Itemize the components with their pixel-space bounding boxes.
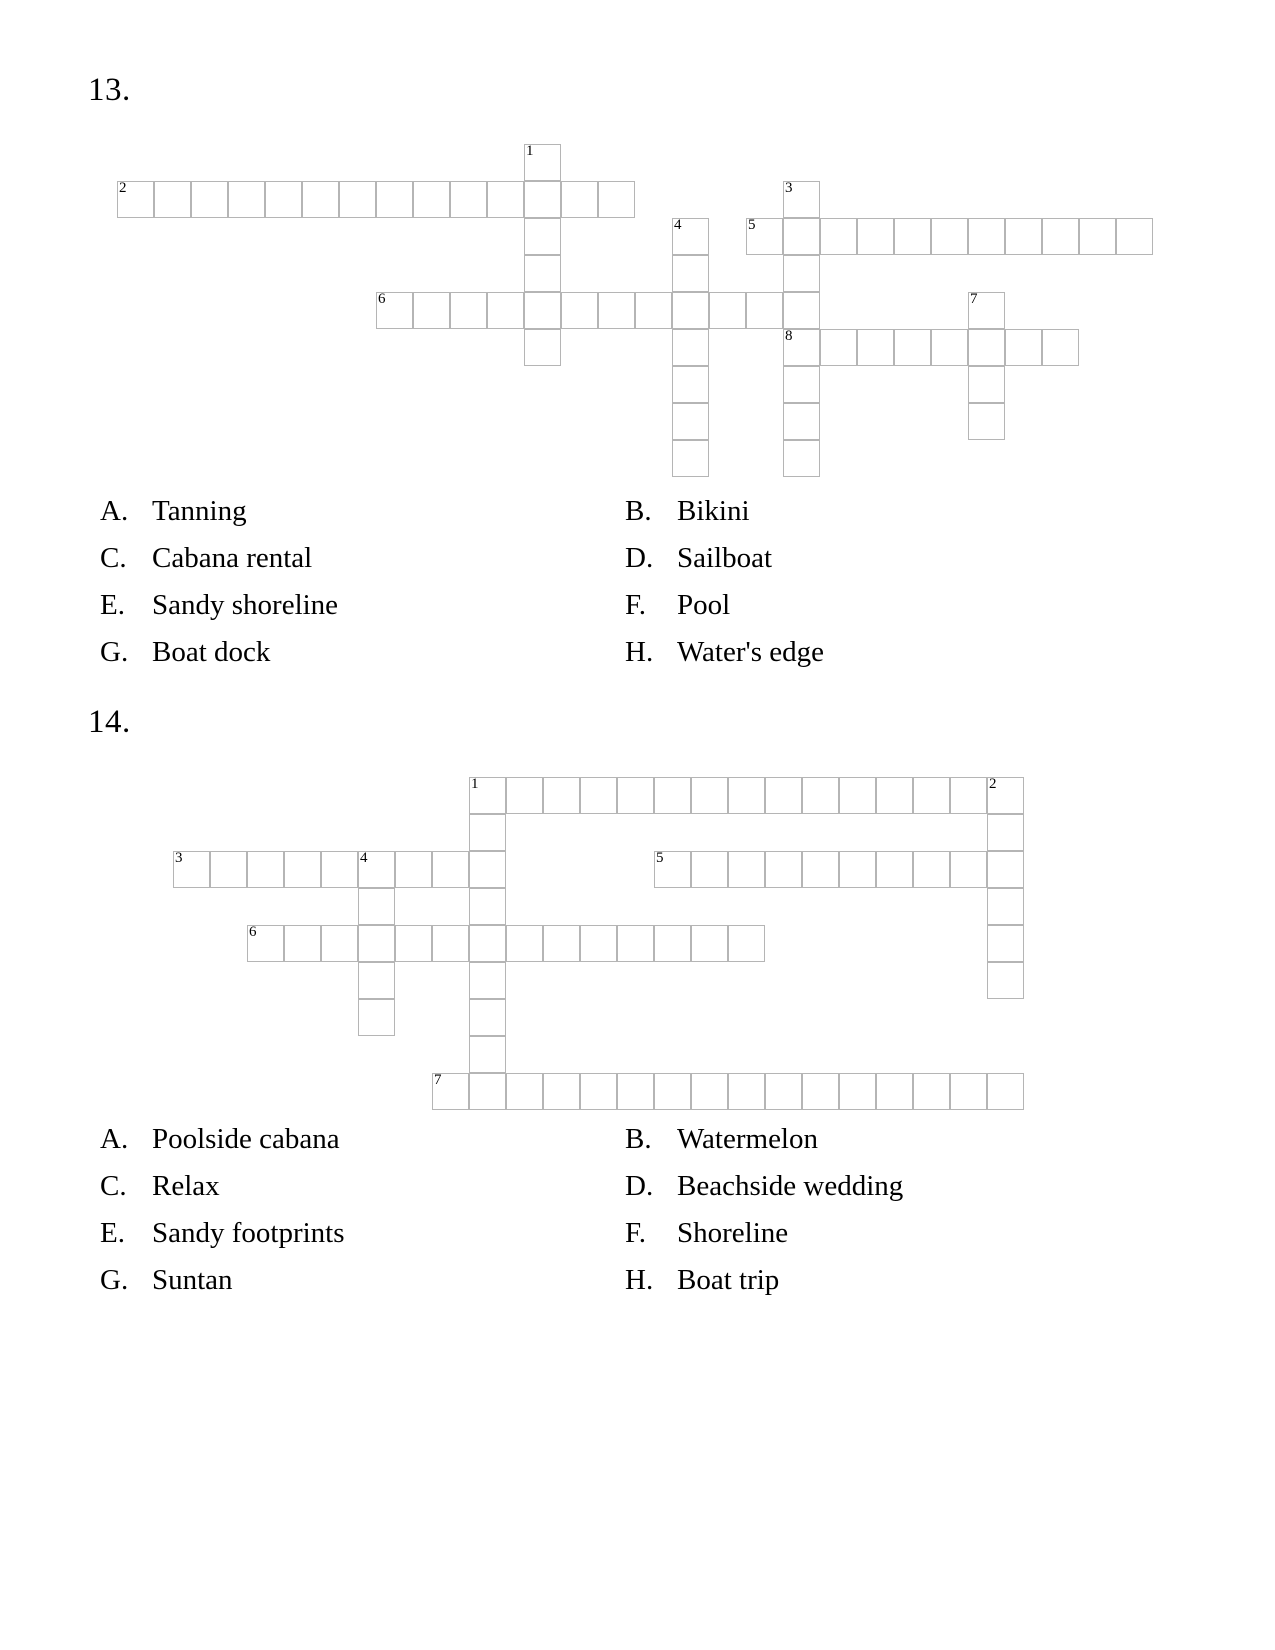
crossword-cell[interactable] [672, 329, 709, 366]
crossword-cell[interactable] [487, 292, 524, 329]
crossword-cell[interactable] [598, 292, 635, 329]
crossword-cell[interactable] [1116, 218, 1153, 255]
crossword-cell[interactable] [1005, 218, 1042, 255]
crossword-cell[interactable] [876, 851, 913, 888]
crossword-cell[interactable] [635, 292, 672, 329]
crossword-cell[interactable] [820, 218, 857, 255]
option-letter: F. [625, 589, 647, 621]
crossword-cell[interactable] [765, 1073, 802, 1110]
crossword-cell[interactable] [783, 181, 820, 218]
crossword-cell[interactable] [987, 777, 1024, 814]
crossword-cell[interactable] [524, 292, 561, 329]
crossword-cell[interactable] [691, 1073, 728, 1110]
crossword-cell[interactable] [432, 925, 469, 962]
crossword-cell[interactable] [783, 218, 820, 255]
crossword-cell[interactable] [284, 851, 321, 888]
crossword-cell[interactable] [931, 329, 968, 366]
answer-option[interactable] [625, 1216, 1170, 1250]
crossword-cell[interactable] [376, 181, 413, 218]
option-text: Watermelon [677, 1123, 818, 1155]
crossword-cell[interactable] [913, 777, 950, 814]
option-letter: D. [625, 1170, 654, 1202]
crossword-cell[interactable] [691, 851, 728, 888]
clue-number: 7 [434, 1072, 442, 1088]
option-row [100, 1122, 1200, 1169]
crossword-cell[interactable] [413, 181, 450, 218]
crossword-cell[interactable] [857, 329, 894, 366]
option-text: Water's edge [677, 636, 825, 668]
option-row [100, 494, 1200, 541]
crossword-cell[interactable] [524, 144, 561, 181]
crossword-cell[interactable] [691, 925, 728, 962]
crossword-cell[interactable] [820, 329, 857, 366]
crossword-cell[interactable] [210, 851, 247, 888]
answer-option[interactable] [100, 1263, 625, 1297]
crossword-cell[interactable] [469, 962, 506, 999]
crossword-cell[interactable] [672, 218, 709, 255]
puzzle-number-14: 14. [88, 704, 131, 740]
crossword-cell[interactable] [580, 925, 617, 962]
answer-option[interactable] [625, 588, 1170, 622]
puzzle-number-13: 13. [88, 72, 131, 108]
crossword-cell[interactable] [247, 925, 284, 962]
crossword-cell[interactable] [469, 1036, 506, 1073]
crossword-cell[interactable] [672, 366, 709, 403]
crossword-cell[interactable] [765, 777, 802, 814]
option-row [100, 588, 1200, 635]
clue-number: 4 [674, 217, 682, 233]
crossword-cell[interactable] [173, 851, 210, 888]
option-letter: H. [625, 636, 654, 668]
crossword-cell[interactable] [469, 814, 506, 851]
option-text: Relax [152, 1170, 220, 1202]
crossword-cell[interactable] [987, 962, 1024, 999]
clue-number: 2 [989, 776, 997, 792]
crossword-cell[interactable] [802, 777, 839, 814]
crossword-cell[interactable] [469, 851, 506, 888]
crossword-cell[interactable] [783, 292, 820, 329]
crossword-cell[interactable] [1042, 329, 1079, 366]
crossword-cell[interactable] [654, 1073, 691, 1110]
crossword-cell[interactable] [783, 329, 820, 366]
clue-number: 3 [175, 850, 183, 866]
crossword-cell[interactable] [302, 181, 339, 218]
crossword-cell[interactable] [839, 777, 876, 814]
crossword-cell[interactable] [339, 181, 376, 218]
crossword-cell[interactable] [524, 181, 561, 218]
crossword-cell[interactable] [1005, 329, 1042, 366]
option-text: Sandy footprints [152, 1217, 345, 1249]
crossword-cell[interactable] [321, 925, 358, 962]
crossword-cell[interactable] [968, 218, 1005, 255]
crossword-cell[interactable] [191, 181, 228, 218]
clue-number: 1 [471, 776, 479, 792]
option-letter: E. [100, 1217, 125, 1249]
crossword-cell[interactable] [672, 403, 709, 440]
answer-option[interactable] [100, 1216, 625, 1250]
crossword-cell[interactable] [358, 962, 395, 999]
answer-option[interactable] [100, 541, 625, 575]
crossword-cell[interactable] [746, 292, 783, 329]
crossword-cell[interactable] [358, 999, 395, 1036]
crossword-cell[interactable] [247, 851, 284, 888]
crossword-cell[interactable] [802, 1073, 839, 1110]
crossword-cell[interactable] [117, 181, 154, 218]
crossword-cell[interactable] [728, 777, 765, 814]
crossword-cell[interactable] [469, 999, 506, 1036]
option-row [100, 1169, 1200, 1216]
crossword-cell[interactable] [709, 292, 746, 329]
clue-number: 2 [119, 180, 127, 196]
crossword-cell[interactable] [469, 1073, 506, 1110]
crossword-cell[interactable] [580, 777, 617, 814]
crossword-cell[interactable] [987, 814, 1024, 851]
crossword-cell[interactable] [228, 181, 265, 218]
crossword-cell[interactable] [376, 292, 413, 329]
option-letter: B. [625, 495, 652, 527]
option-letter: D. [625, 542, 654, 574]
crossword-cell[interactable] [358, 925, 395, 962]
crossword-cell[interactable] [968, 292, 1005, 329]
option-text: Beachside wedding [677, 1170, 904, 1202]
crossword-cell[interactable] [968, 329, 1005, 366]
option-text: Suntan [152, 1264, 233, 1296]
option-letter: H. [625, 1264, 654, 1296]
crossword-cell[interactable] [950, 777, 987, 814]
crossword-cell[interactable] [968, 366, 1005, 403]
option-row [100, 541, 1200, 588]
crossword-cell[interactable] [987, 925, 1024, 962]
crossword-cell[interactable] [765, 851, 802, 888]
answer-option[interactable] [625, 1263, 1170, 1297]
clue-number: 6 [378, 291, 386, 307]
crossword-cell[interactable] [506, 777, 543, 814]
crossword-cell[interactable] [987, 888, 1024, 925]
answer-option[interactable] [625, 1122, 1170, 1156]
crossword-cell[interactable] [450, 292, 487, 329]
option-text: Sailboat [677, 542, 773, 574]
crossword-cell[interactable] [654, 777, 691, 814]
crossword-cell[interactable] [1079, 218, 1116, 255]
crossword-cell[interactable] [931, 218, 968, 255]
crossword-cell[interactable] [654, 925, 691, 962]
crossword-cell[interactable] [802, 851, 839, 888]
crossword-cell[interactable] [894, 218, 931, 255]
answer-options-13 [100, 494, 1200, 682]
crossword-cell[interactable] [524, 218, 561, 255]
crossword-cell[interactable] [561, 292, 598, 329]
crossword-cell[interactable] [876, 777, 913, 814]
option-letter: E. [100, 589, 125, 621]
crossword-cell[interactable] [783, 440, 820, 477]
clue-number: 6 [249, 924, 257, 940]
crossword-cell[interactable] [987, 1073, 1024, 1110]
answer-option[interactable] [100, 1169, 625, 1203]
crossword-cell[interactable] [524, 255, 561, 292]
option-text: Shoreline [677, 1217, 789, 1249]
crossword-cell[interactable] [395, 851, 432, 888]
option-row [100, 1216, 1200, 1263]
crossword-cell[interactable] [728, 1073, 765, 1110]
crossword-cell[interactable] [691, 777, 728, 814]
crossword-cell[interactable] [913, 851, 950, 888]
crossword-cell[interactable] [543, 1073, 580, 1110]
crossword-cell[interactable] [839, 851, 876, 888]
crossword-cell[interactable] [154, 181, 191, 218]
crossword-cell[interactable] [876, 1073, 913, 1110]
clue-number: 8 [785, 328, 793, 344]
crossword-cell[interactable] [950, 851, 987, 888]
crossword-cell[interactable] [413, 292, 450, 329]
crossword-cell[interactable] [543, 925, 580, 962]
answer-option[interactable] [625, 494, 1170, 528]
crossword-cell[interactable] [543, 777, 580, 814]
clue-number: 4 [360, 850, 368, 866]
option-text: Boat dock [152, 636, 271, 668]
answer-option[interactable] [100, 494, 625, 528]
crossword-cell[interactable] [524, 329, 561, 366]
option-letter: G. [100, 1264, 129, 1296]
option-letter: A. [100, 1123, 129, 1155]
option-text: Pool [677, 589, 731, 621]
crossword-cell[interactable] [284, 925, 321, 962]
crossword-cell[interactable] [950, 1073, 987, 1110]
crossword-cell[interactable] [894, 329, 931, 366]
answer-option[interactable] [100, 1122, 625, 1156]
answer-option[interactable] [625, 635, 1170, 669]
crossword-cell[interactable] [672, 255, 709, 292]
option-row [100, 635, 1200, 682]
crossword-cell[interactable] [487, 181, 524, 218]
option-letter: C. [100, 1170, 127, 1202]
crossword-cell[interactable] [728, 925, 765, 962]
crossword-cell[interactable] [839, 1073, 876, 1110]
answer-option[interactable] [100, 588, 625, 622]
crossword-cell[interactable] [783, 366, 820, 403]
crossword-cell[interactable] [506, 925, 543, 962]
crossword-cell[interactable] [617, 925, 654, 962]
crossword-cell[interactable] [968, 403, 1005, 440]
crossword-cell[interactable] [432, 1073, 469, 1110]
clue-number: 3 [785, 180, 793, 196]
clue-number: 5 [656, 850, 664, 866]
option-text: Bikini [677, 495, 750, 527]
answer-option[interactable] [100, 635, 625, 669]
crossword-cell[interactable] [469, 888, 506, 925]
option-letter: B. [625, 1123, 652, 1155]
clue-number: 1 [526, 143, 534, 159]
crossword-cell[interactable] [987, 851, 1024, 888]
crossword-cell[interactable] [358, 888, 395, 925]
answer-option[interactable] [625, 1169, 1170, 1203]
option-text: Tanning [152, 495, 247, 527]
crossword-cell[interactable] [857, 218, 894, 255]
crossword-cell[interactable] [672, 292, 709, 329]
option-text: Cabana rental [152, 542, 313, 574]
option-text: Boat trip [677, 1264, 780, 1296]
answer-options-14 [100, 1122, 1200, 1310]
crossword-cell[interactable] [913, 1073, 950, 1110]
crossword-cell[interactable] [506, 1073, 543, 1110]
crossword-cell[interactable] [617, 1073, 654, 1110]
option-letter: C. [100, 542, 127, 574]
answer-option[interactable] [625, 541, 1170, 575]
option-text: Poolside cabana [152, 1123, 340, 1155]
crossword-cell[interactable] [1042, 218, 1079, 255]
option-letter: G. [100, 636, 129, 668]
crossword-cell[interactable] [728, 851, 765, 888]
option-letter: F. [625, 1217, 647, 1249]
crossword-cell[interactable] [358, 851, 395, 888]
crossword-cell[interactable] [746, 218, 783, 255]
crossword-cell[interactable] [450, 181, 487, 218]
crossword-cell[interactable] [598, 181, 635, 218]
clue-number: 7 [970, 291, 978, 307]
clue-number: 5 [748, 217, 756, 233]
crossword-cell[interactable] [432, 851, 469, 888]
crossword-cell[interactable] [783, 255, 820, 292]
option-row [100, 1263, 1200, 1310]
crossword-cell[interactable] [469, 777, 506, 814]
crossword-cell[interactable] [672, 440, 709, 477]
option-text: Sandy shoreline [152, 589, 339, 621]
option-letter: A. [100, 495, 129, 527]
crossword-cell[interactable] [265, 181, 302, 218]
crossword-cell[interactable] [580, 1073, 617, 1110]
crossword-cell[interactable] [469, 925, 506, 962]
crossword-cell[interactable] [321, 851, 358, 888]
crossword-cell[interactable] [561, 181, 598, 218]
crossword-cell[interactable] [617, 777, 654, 814]
crossword-cell[interactable] [395, 925, 432, 962]
crossword-cell[interactable] [783, 403, 820, 440]
crossword-cell[interactable] [654, 851, 691, 888]
